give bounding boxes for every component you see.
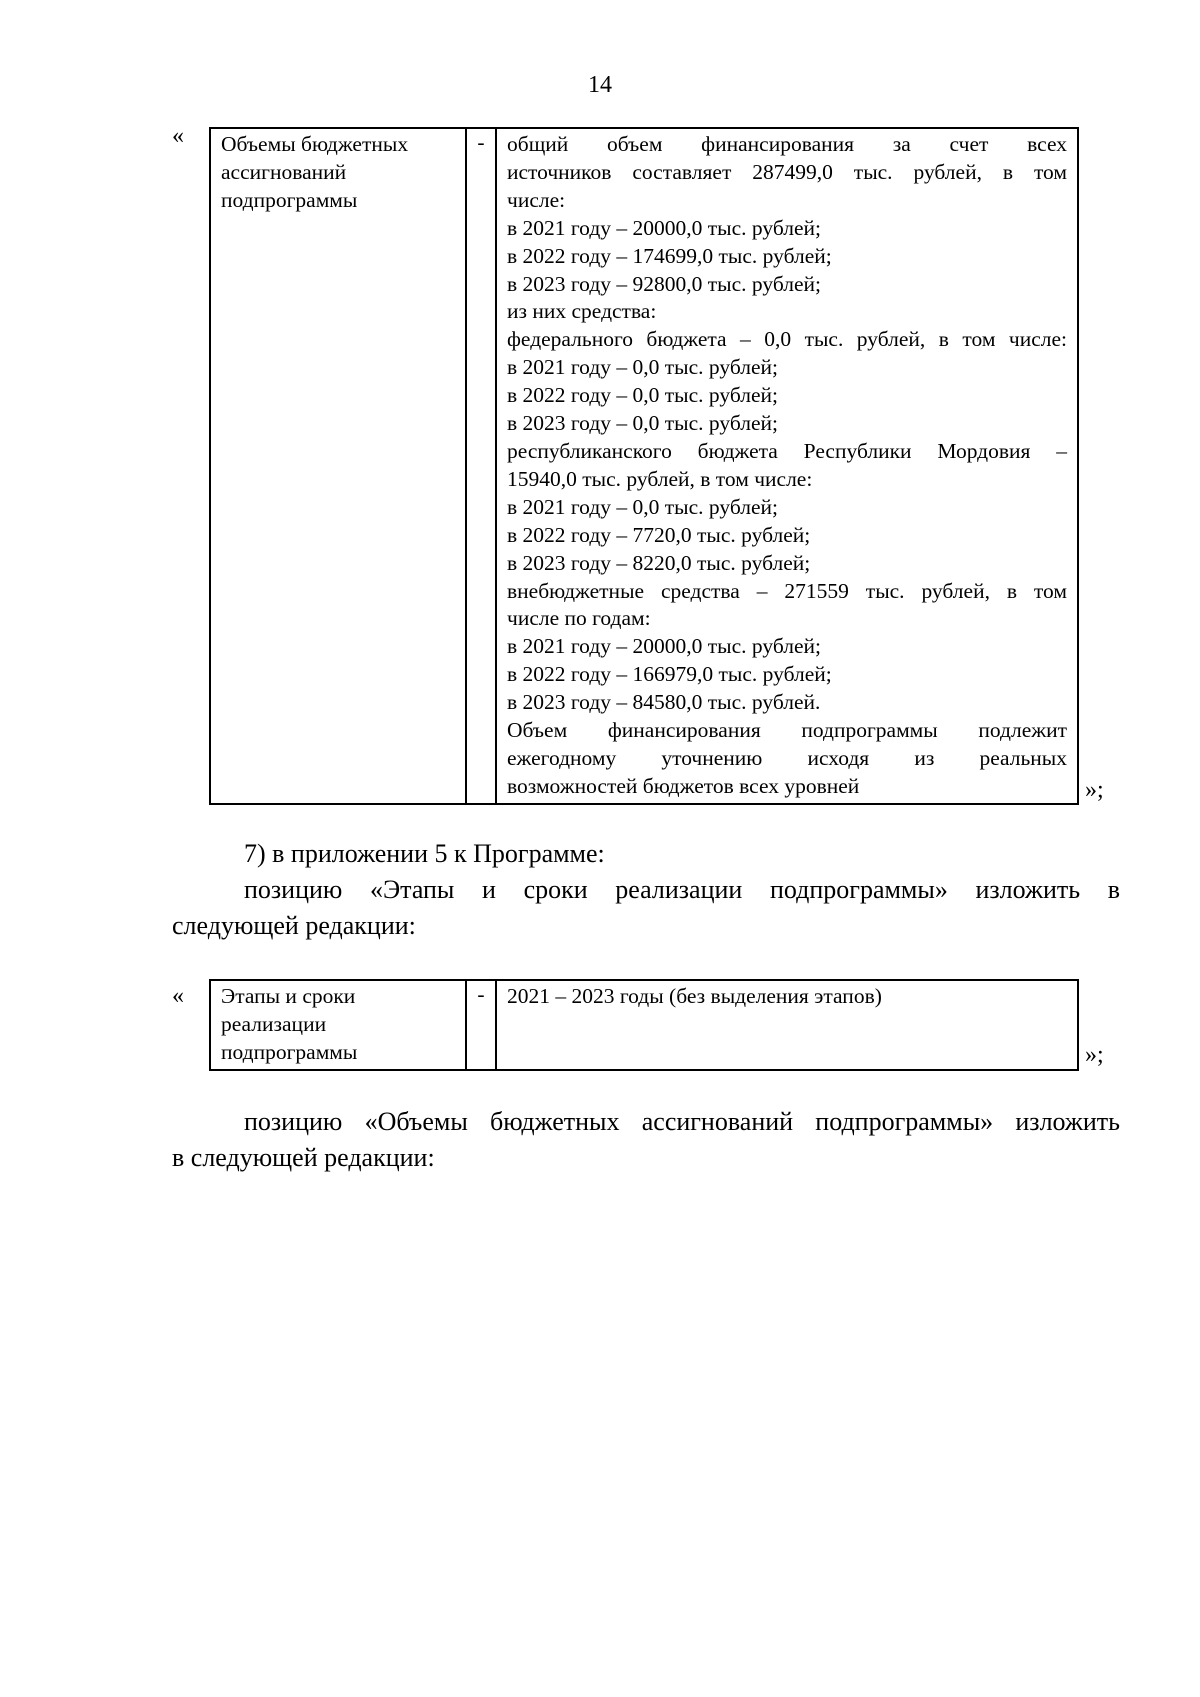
value-line: ежегодному уточнению исходя из реальных — [507, 745, 1067, 770]
budget-value-cell — [496, 128, 1078, 804]
opening-quote: « — [172, 983, 184, 1009]
label-line: Этапы и сроки — [221, 984, 356, 1008]
value-line: в 2023 году – 8220,0 тыс. рублей; — [507, 550, 811, 575]
value-line: источников составляет 287499,0 тыс. рублей, в том — [507, 159, 1067, 184]
opening-quote: « — [172, 123, 184, 149]
value-line: в 2021 году – 20000,0 тыс. рублей; — [507, 634, 821, 659]
budget-paragraph-line-2: в следующей редакции: — [172, 1143, 435, 1172]
value-line: в 2022 году – 166979,0 тыс. рублей; — [507, 662, 832, 687]
value-line: 15940,0 тыс. рублей, в том числе: — [507, 466, 813, 491]
value-line: возможностей бюджетов всех уровней — [507, 773, 860, 798]
dash: - — [477, 982, 485, 1006]
value-line: 2021 – 2023 годы (без выделения этапов) — [507, 984, 882, 1008]
closing-quote: »; — [1085, 1042, 1104, 1068]
value-line: числе: — [507, 187, 566, 212]
value-line: внебюджетные средства – 271559 тыс. рублей, в том — [507, 578, 1067, 603]
stages-table — [209, 979, 1079, 1071]
dash-cell — [466, 128, 496, 804]
value-line: в 2023 году – 0,0 тыс. рублей; — [507, 411, 778, 436]
value-line: Объем финансирования подпрограммы подлежит — [507, 718, 1067, 743]
label-line: Объемы бюджетных — [221, 132, 409, 156]
label-line: ассигнований — [221, 159, 347, 184]
item-7-text: 7) в приложении 5 к Программе: — [244, 839, 605, 868]
value-line: в 2023 году – 92800,0 тыс. рублей; — [507, 271, 821, 296]
stages-paragraph-line-1: позицию «Этапы и сроки реализации подпрограммы» изложить в — [244, 875, 1120, 904]
stages-paragraph — [172, 872, 1120, 944]
value-line: из них средства: — [507, 299, 657, 324]
stages-paragraph-line-2: следующей редакции: — [172, 911, 416, 940]
dash-cell — [466, 980, 496, 1070]
label-line: подпрограммы — [221, 187, 358, 212]
value-line: в 2021 году – 0,0 тыс. рублей; — [507, 494, 778, 519]
page-number: 14 — [588, 72, 612, 98]
budget-paragraph — [172, 1104, 1120, 1176]
value-line: в 2022 году – 174699,0 тыс. рублей; — [507, 243, 832, 268]
dash: - — [477, 130, 485, 154]
stages-value-cell — [496, 980, 1078, 1070]
value-line: в 2022 году – 0,0 тыс. рублей; — [507, 383, 778, 408]
value-line: федерального бюджета – 0,0 тыс. рублей, в том числе: — [507, 327, 1067, 352]
closing-quote: »; — [1085, 777, 1104, 803]
value-line: в 2023 году – 84580,0 тыс. рублей. — [507, 690, 821, 715]
label-line: подпрограммы — [221, 1039, 358, 1064]
item-7-paragraph — [172, 836, 1120, 872]
budget-allocations-table — [209, 127, 1079, 805]
budget-paragraph-line-1: позицию «Объемы бюджетных ассигнований подпрограммы» изложить — [244, 1107, 1120, 1136]
label-line: реализации — [221, 1011, 327, 1036]
value-line: в 2021 году – 20000,0 тыс. рублей; — [507, 215, 821, 240]
value-line: в 2021 году – 0,0 тыс. рублей; — [507, 355, 778, 380]
budget-label-cell — [210, 128, 466, 804]
stages-label-cell — [210, 980, 466, 1070]
value-line: общий объем финансирования за счет всех — [507, 132, 1067, 156]
value-line: числе по годам: — [507, 606, 651, 631]
value-line: в 2022 году – 7720,0 тыс. рублей; — [507, 522, 811, 547]
value-line: республиканского бюджета Республики Мордовия – — [507, 438, 1067, 463]
